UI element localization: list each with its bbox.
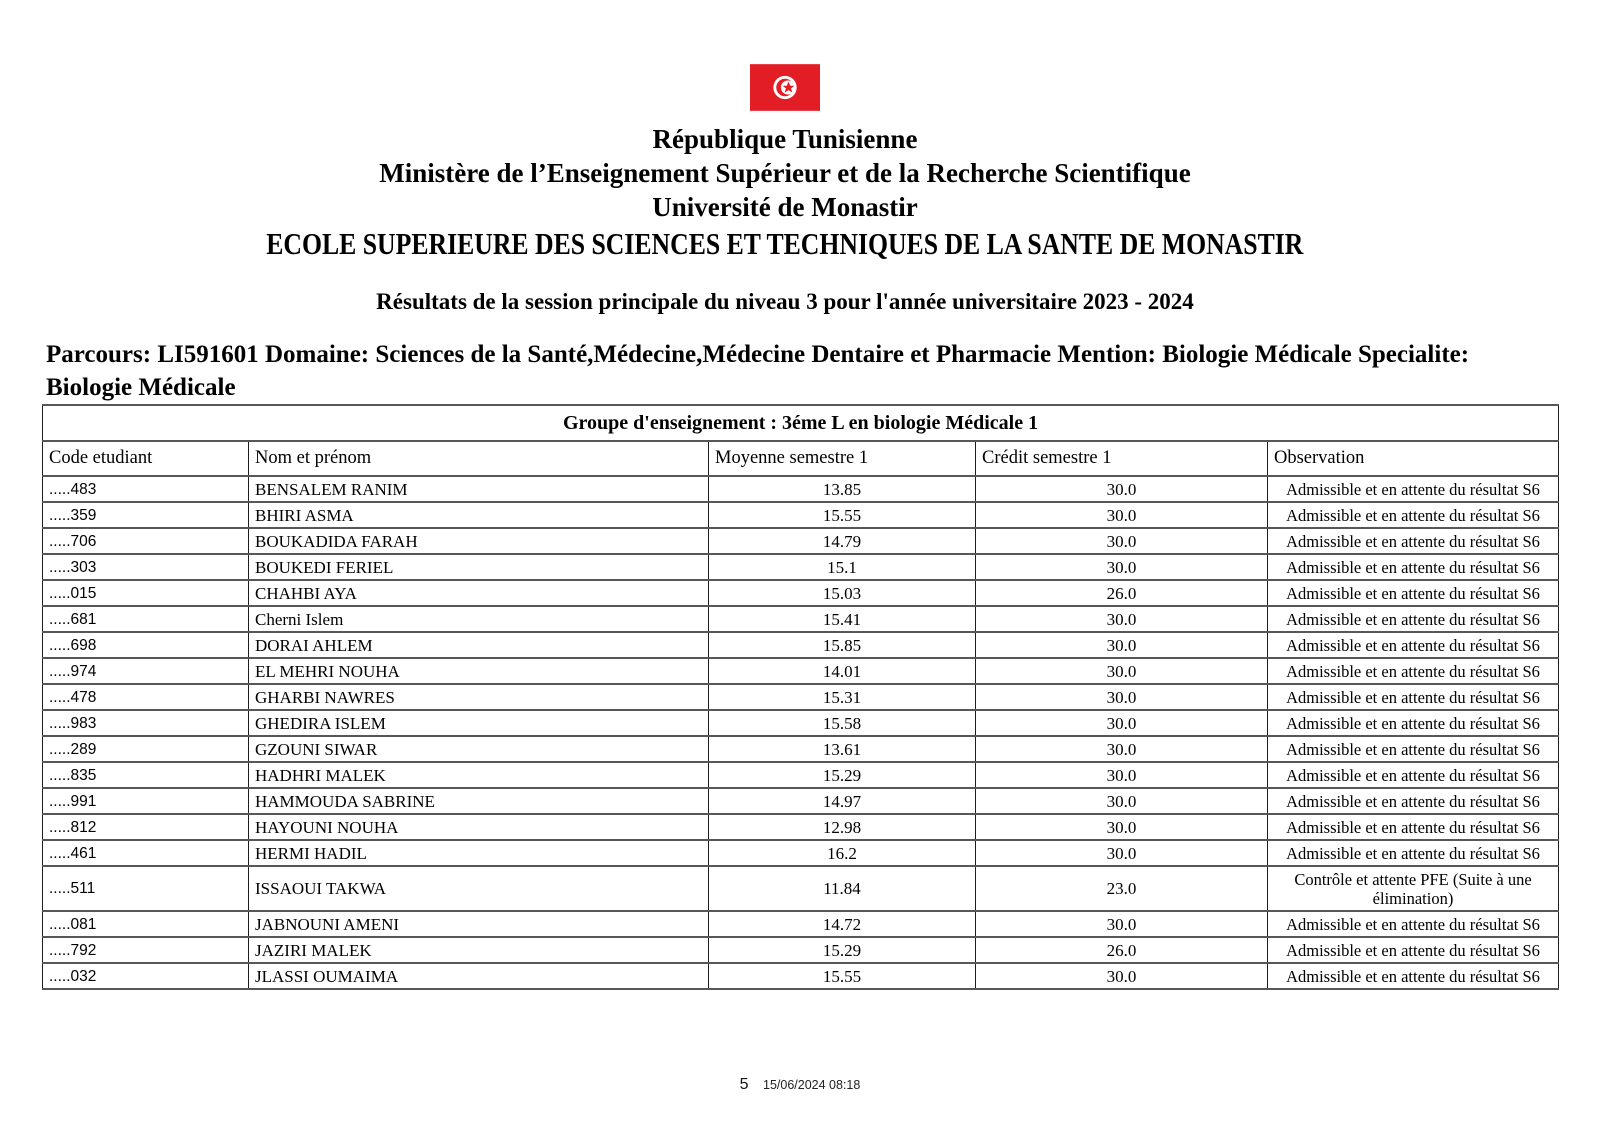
student-credit: 26.0 [976,937,1268,963]
student-average: 14.72 [709,911,976,937]
student-name: JAZIRI MALEK [249,937,709,963]
student-code: .....974 [43,658,249,684]
student-observation: Admissible et en attente du résultat S6 [1268,554,1559,580]
print-timestamp: 15/06/2024 08:18 [763,1078,861,1092]
student-observation: Admissible et en attente du résultat S6 [1268,814,1559,840]
student-average: 15.58 [709,710,976,736]
student-name: HERMI HADIL [249,840,709,866]
column-header-code: Code etudiant [43,441,249,476]
student-credit: 26.0 [976,580,1268,606]
table-row [43,963,1559,989]
student-credit: 30.0 [976,788,1268,814]
session-title: Résultats de la session principale du niveau 3 pour l'année universitaire 2023 - 2024 [376,289,1194,314]
student-name: BOUKADIDA FARAH [249,528,709,554]
student-code: .....289 [43,736,249,762]
page-number: 5 [739,1076,749,1093]
student-code: .....483 [43,476,249,502]
student-observation: Admissible et en attente du résultat S6 [1268,762,1559,788]
column-header-name: Nom et prénom [249,441,709,476]
student-average: 13.61 [709,736,976,762]
student-code: .....983 [43,710,249,736]
student-average: 12.98 [709,814,976,840]
student-credit: 30.0 [976,632,1268,658]
student-observation: Contrôle et attente PFE (Suite à une élimination) [1268,866,1559,911]
student-credit: 30.0 [976,963,1268,989]
student-code: .....461 [43,840,249,866]
table-row [43,476,1559,502]
student-observation: Admissible et en attente du résultat S6 [1268,937,1559,963]
student-credit: 23.0 [976,866,1268,911]
student-credit: 30.0 [976,840,1268,866]
page-footer [0,1076,1600,1094]
student-observation: Admissible et en attente du résultat S6 [1268,684,1559,710]
table-row [43,937,1559,963]
group-title: Groupe d'enseignement : 3éme L en biologie Médicale 1 [43,405,1559,441]
student-credit: 30.0 [976,736,1268,762]
student-average: 14.79 [709,528,976,554]
student-name: EL MEHRI NOUHA [249,658,709,684]
document-header [0,122,1570,316]
student-code: .....015 [43,580,249,606]
student-average: 15.29 [709,937,976,963]
results-table [42,404,1559,990]
student-average: 15.29 [709,762,976,788]
student-observation: Admissible et en attente du résultat S6 [1268,788,1559,814]
student-code: .....032 [43,963,249,989]
university-title: Université de Monastir [652,192,918,222]
table-row [43,762,1559,788]
student-average: 15.41 [709,606,976,632]
student-code: .....081 [43,911,249,937]
student-observation: Admissible et en attente du résultat S6 [1268,632,1559,658]
student-observation: Admissible et en attente du résultat S6 [1268,840,1559,866]
student-credit: 30.0 [976,911,1268,937]
parcours-line: Parcours: LI591601 Domaine: Sciences de la Santé,Médecine,Médecine Dentaire et Pharmacie Mention: Biologie Médicale Specialite: Biologie Médicale [46,341,1470,401]
student-observation: Admissible et en attente du résultat S6 [1268,476,1559,502]
column-header-average: Moyenne semestre 1 [709,441,976,476]
table-row [43,788,1559,814]
table-row [43,814,1559,840]
student-credit: 30.0 [976,658,1268,684]
column-header-observation: Observation [1268,441,1559,476]
student-credit: 30.0 [976,554,1268,580]
student-average: 13.85 [709,476,976,502]
student-name: BENSALEM RANIM [249,476,709,502]
student-observation: Admissible et en attente du résultat S6 [1268,963,1559,989]
student-name: BOUKEDI FERIEL [249,554,709,580]
student-name: DORAI AHLEM [249,632,709,658]
student-credit: 30.0 [976,606,1268,632]
student-average: 16.2 [709,840,976,866]
student-average: 11.84 [709,866,976,911]
student-name: HAYOUNI NOUHA [249,814,709,840]
table-row [43,528,1559,554]
student-average: 15.1 [709,554,976,580]
student-credit: 30.0 [976,502,1268,528]
student-credit: 30.0 [976,762,1268,788]
student-code: .....812 [43,814,249,840]
table-row [43,911,1559,937]
student-code: .....511 [43,866,249,911]
student-credit: 30.0 [976,476,1268,502]
student-code: .....706 [43,528,249,554]
school-title: ECOLE SUPERIEURE DES SCIENCES ET TECHNIQUES DE LA SANTE DE MONASTIR [266,226,1304,261]
table-row [43,554,1559,580]
table-row [43,840,1559,866]
student-name: GHEDIRA ISLEM [249,710,709,736]
tunisia-flag-icon [750,64,820,111]
student-average: 15.31 [709,684,976,710]
table-row [43,710,1559,736]
student-average: 15.03 [709,580,976,606]
student-observation: Admissible et en attente du résultat S6 [1268,658,1559,684]
student-code: .....478 [43,684,249,710]
column-header-credit: Crédit semestre 1 [976,441,1268,476]
student-name: ISSAOUI TAKWA [249,866,709,911]
student-name: HAMMOUDA SABRINE [249,788,709,814]
student-average: 15.55 [709,963,976,989]
student-name: GHARBI NAWRES [249,684,709,710]
student-code: .....698 [43,632,249,658]
student-code: .....991 [43,788,249,814]
student-code: .....303 [43,554,249,580]
student-credit: 30.0 [976,684,1268,710]
student-name: BHIRI ASMA [249,502,709,528]
group-title-row [43,405,1559,441]
ministry-title: Ministère de l’Enseignement Supérieur et de la Recherche Scientifique [379,158,1191,188]
student-credit: 30.0 [976,528,1268,554]
student-average: 15.55 [709,502,976,528]
student-name: GZOUNI SIWAR [249,736,709,762]
table-row [43,580,1559,606]
student-average: 15.85 [709,632,976,658]
student-average: 14.01 [709,658,976,684]
student-observation: Admissible et en attente du résultat S6 [1268,710,1559,736]
student-observation: Admissible et en attente du résultat S6 [1268,606,1559,632]
student-observation: Admissible et en attente du résultat S6 [1268,580,1559,606]
student-name: JLASSI OUMAIMA [249,963,709,989]
table-row [43,736,1559,762]
table-row [43,502,1559,528]
student-name: CHAHBI AYA [249,580,709,606]
student-observation: Admissible et en attente du résultat S6 [1268,911,1559,937]
table-row [43,684,1559,710]
student-observation: Admissible et en attente du résultat S6 [1268,528,1559,554]
table-row [43,632,1559,658]
student-name: HADHRI MALEK [249,762,709,788]
student-credit: 30.0 [976,710,1268,736]
student-name: JABNOUNI AMENI [249,911,709,937]
student-code: .....681 [43,606,249,632]
student-code: .....359 [43,502,249,528]
student-observation: Admissible et en attente du résultat S6 [1268,736,1559,762]
student-code: .....835 [43,762,249,788]
student-code: .....792 [43,937,249,963]
student-credit: 30.0 [976,814,1268,840]
student-average: 14.97 [709,788,976,814]
student-observation: Admissible et en attente du résultat S6 [1268,502,1559,528]
table-row [43,606,1559,632]
column-header-row [43,441,1559,476]
table-row [43,866,1559,911]
table-row [43,658,1559,684]
republic-title: République Tunisienne [652,124,918,154]
student-name: Cherni Islem [249,606,709,632]
